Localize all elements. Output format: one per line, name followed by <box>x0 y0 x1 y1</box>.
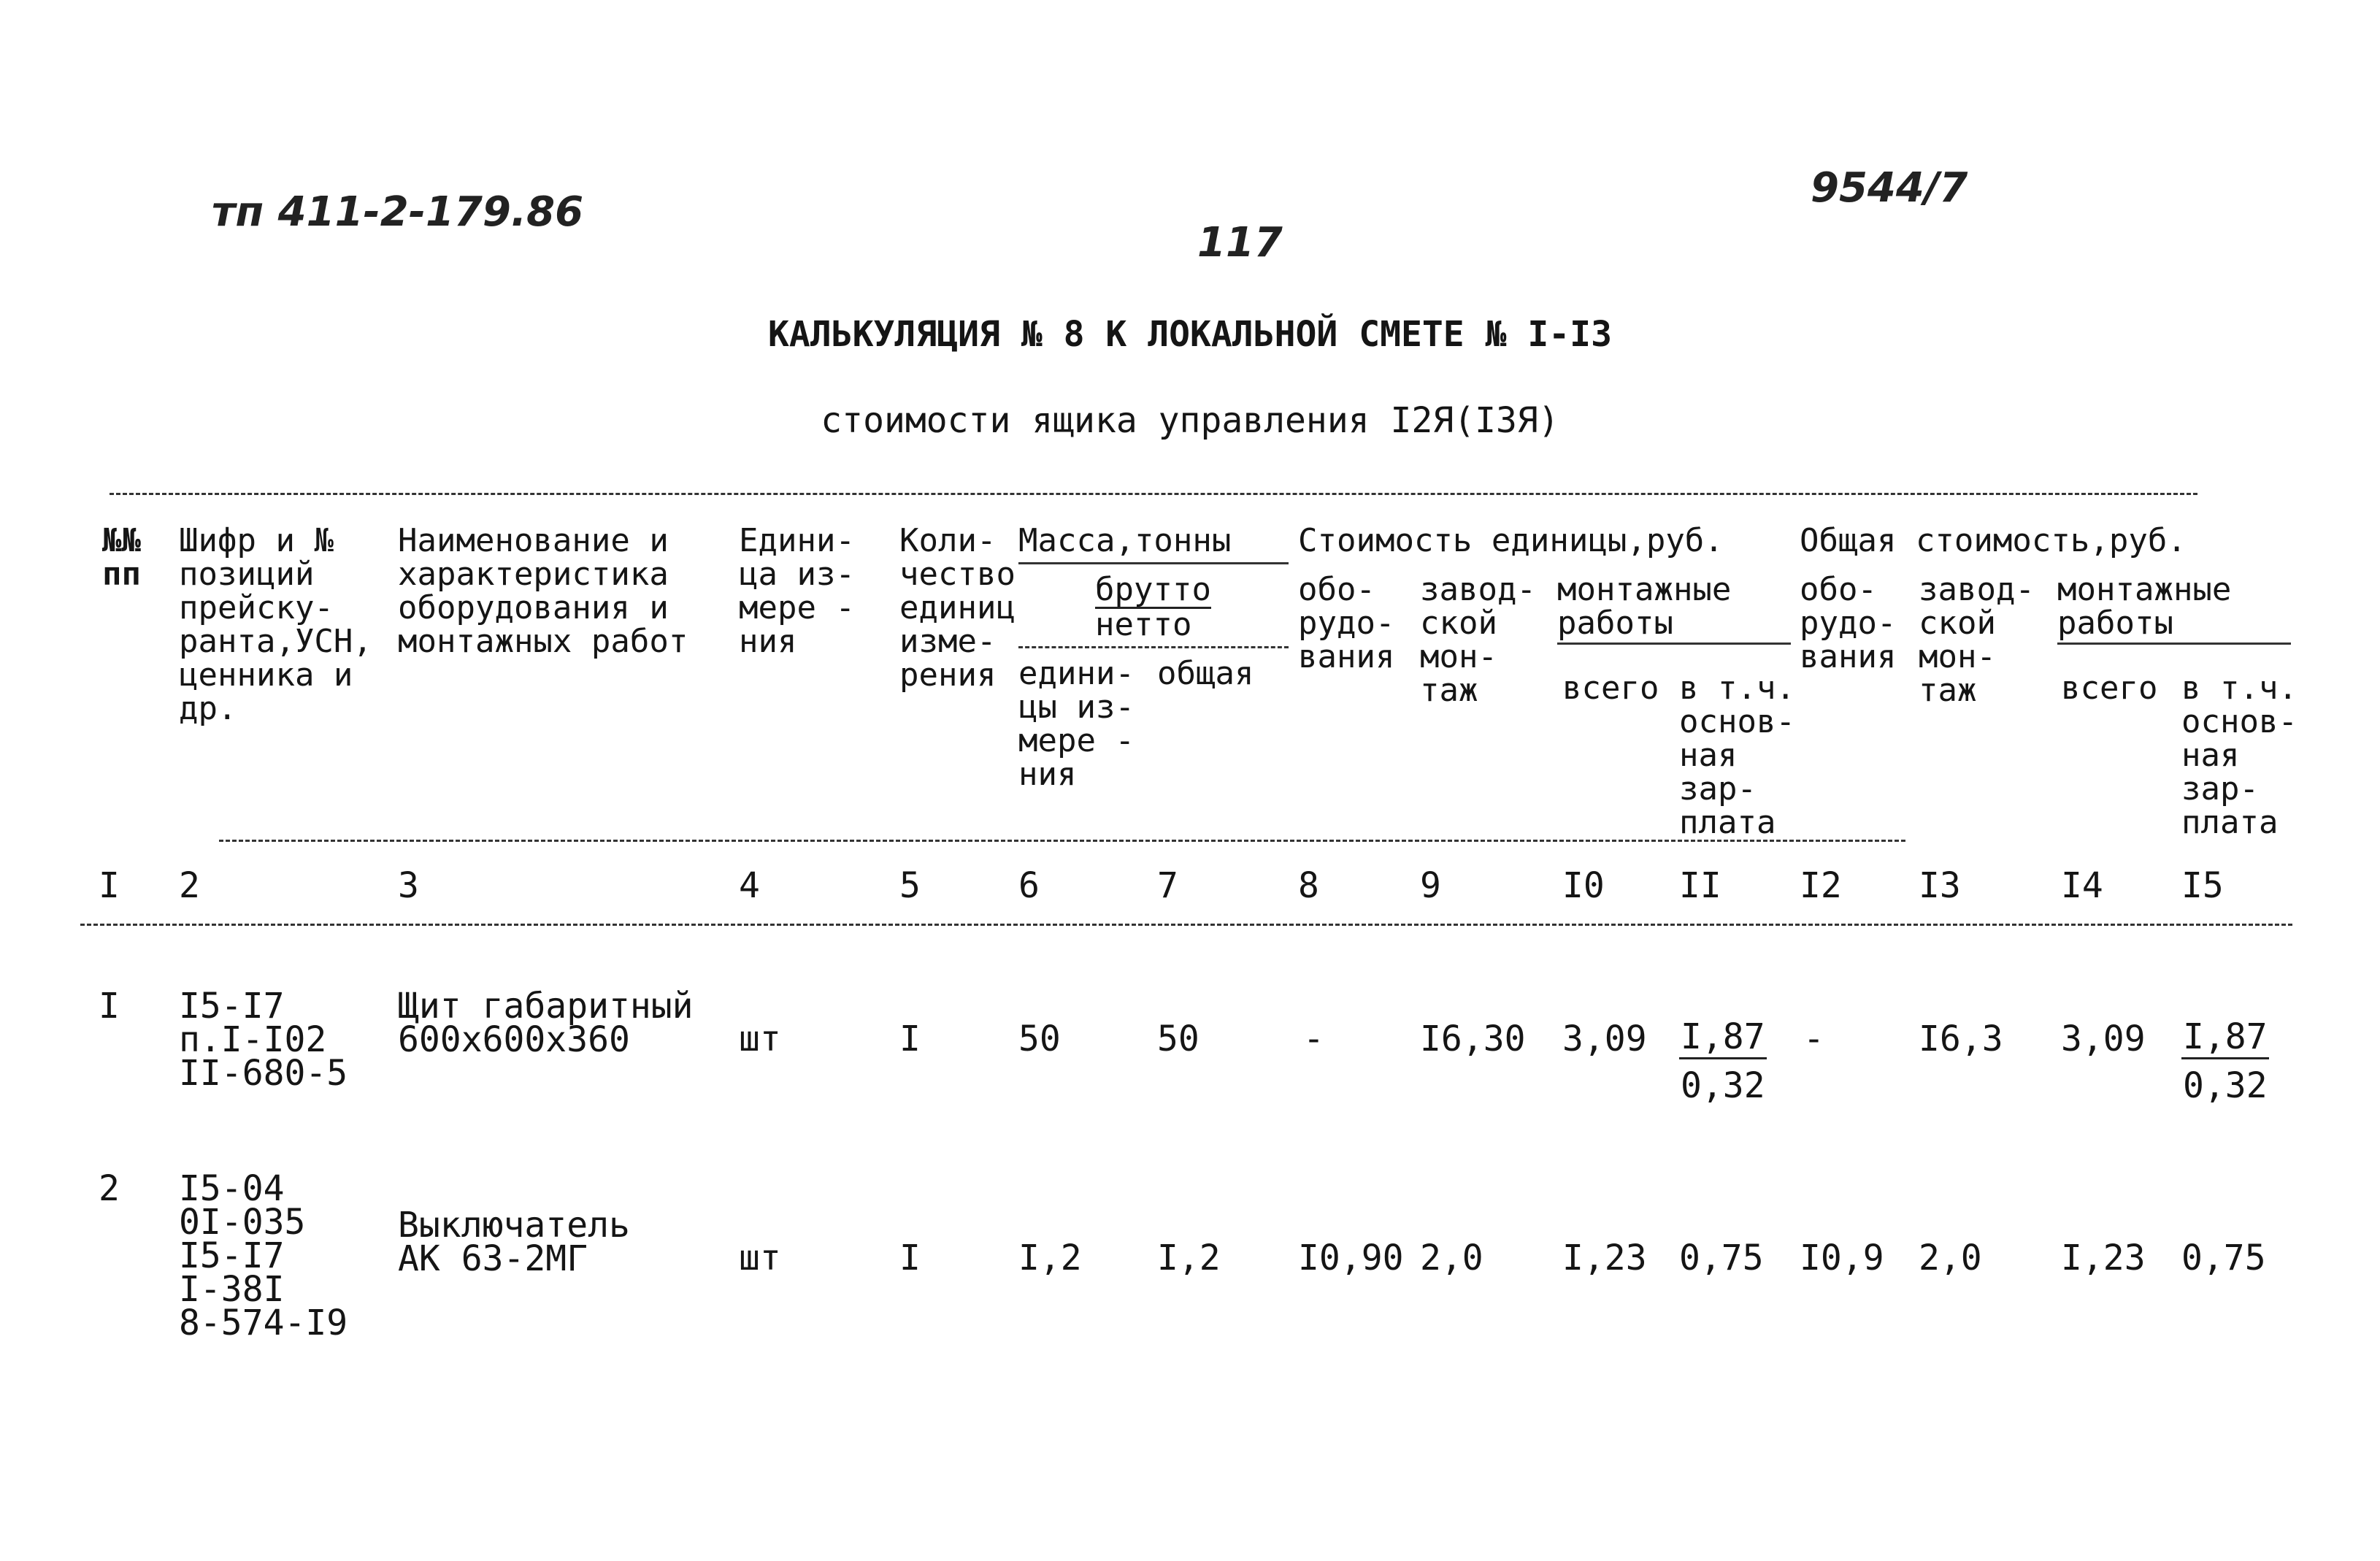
header-top-rule <box>110 493 2197 495</box>
header-unit-cost: Стоимость единицы,руб. <box>1298 522 1724 559</box>
header-col-quantity: Коли- чество единиц изме- рения <box>899 522 1016 694</box>
page-number: 117 <box>1197 219 1283 266</box>
header-col-name: Наименование и характеристика оборудования и монтажных работ <box>398 522 688 660</box>
column-number: 2 <box>179 865 200 906</box>
row-1-mount-total: 3,09 <box>1562 1019 1647 1059</box>
row-1-mount-wage-top: I,87 <box>1679 1016 1767 1059</box>
column-number: 8 <box>1298 865 1319 906</box>
row-1-number: I <box>99 986 120 1027</box>
column-number: I <box>99 865 120 906</box>
row-1-name: Щит габаритный 600х600х360 <box>398 986 694 1060</box>
header-total-cost: Общая стоимость,руб. <box>1800 522 2187 559</box>
column-number: 9 <box>1420 865 1441 906</box>
header-total-mount: монтажные работы <box>2057 571 2232 642</box>
row-2-mass-total: I,2 <box>1157 1238 1221 1278</box>
total-mount-rule <box>2057 643 2291 645</box>
row-1-mount-wage <box>1679 1016 1767 1106</box>
row-2-quantity: I <box>899 1238 921 1278</box>
header-mass-total: общая <box>1157 655 1254 692</box>
row-1-total-wage-top: I,87 <box>2181 1016 2269 1059</box>
row-2-total-wage: 0,75 <box>2181 1238 2266 1278</box>
column-number: I3 <box>1919 865 1961 906</box>
mass-rule <box>1018 562 1289 564</box>
column-number: 4 <box>739 865 760 906</box>
row-2-total-factory: 2,0 <box>1919 1238 1982 1278</box>
header-unit-equipment: обо- рудо- вания <box>1298 571 1395 675</box>
row-2-unit: шт <box>739 1238 781 1278</box>
row-1-mass-total: 50 <box>1157 1019 1199 1059</box>
header-netto: нетто <box>1095 606 1192 643</box>
row-2-code: I5-04 0I-035 I5-I7 I-38I 8-574-I9 <box>179 1168 348 1343</box>
row-2-equipment: I0,90 <box>1298 1238 1404 1278</box>
header-col-code: Шифр и № позиций прейску- ранта,УСН, ценника и др. <box>179 522 372 727</box>
row-2-mount-total: I,23 <box>1562 1238 1647 1278</box>
column-number: I5 <box>2181 865 2224 906</box>
row-1-total-factory: I6,3 <box>1919 1019 2003 1059</box>
row-2-name: Выключатель АК 63-2МГ <box>398 1205 630 1279</box>
column-number: 7 <box>1157 865 1178 906</box>
column-number: 3 <box>398 865 419 906</box>
header-mass: Масса,тонны <box>1018 522 1232 559</box>
header-unit-mount: монтажные работы <box>1557 571 1732 642</box>
header-mass-unit: едини- цы из- мере - ния <box>1018 655 1135 793</box>
header-total-factory: завод- ской мон- таж <box>1919 571 2035 709</box>
row-1-code: I5-I7 п.I-I02 II-680-5 <box>179 986 348 1094</box>
header-total-equipment: обо- рудо- вания <box>1800 571 1897 675</box>
row-2-total-mount: I,23 <box>2061 1238 2146 1278</box>
sheet-code: 9544/7 <box>1811 164 1968 212</box>
column-number: II <box>1679 865 1721 906</box>
column-number: I0 <box>1562 865 1605 906</box>
row-1-unit: шт <box>739 1019 781 1059</box>
row-1-total-wage <box>2181 1016 2269 1106</box>
column-number: 6 <box>1018 865 1040 906</box>
header-col-unit: Едини- ца из- мере - ния <box>739 522 855 660</box>
page-title: КАЛЬКУЛЯЦИЯ № 8 К ЛОКАЛЬНОЙ СМЕТЕ № I-I3 <box>768 314 1612 355</box>
row-2-number: 2 <box>99 1168 120 1209</box>
mass-sub-rule <box>1018 646 1289 648</box>
header-unit-mount-wage: в т.ч. основ- ная зар- плата <box>1679 670 1795 841</box>
row-1-equipment: - <box>1303 1019 1324 1059</box>
document-code: тп 411-2-179.86 <box>212 188 584 236</box>
header-col-number: №№ пп <box>102 522 141 593</box>
row-2-mount-wage: 0,75 <box>1679 1238 1764 1278</box>
row-1-total-wage-bottom: 0,32 <box>2183 1065 2268 1106</box>
row-2-total-equipment: I0,9 <box>1800 1238 1884 1278</box>
page-subtitle: стоимости ящика управления I2Я(I3Я) <box>821 400 1559 441</box>
row-1-quantity: I <box>899 1019 921 1059</box>
header-brutto: брутто <box>1095 571 1211 608</box>
column-numbers-rule <box>80 924 2292 926</box>
column-number: I2 <box>1800 865 1842 906</box>
row-2-mass-unit: I,2 <box>1018 1238 1082 1278</box>
header-bottom-rule <box>219 840 1905 842</box>
row-1-mount-wage-bottom: 0,32 <box>1681 1065 1765 1106</box>
column-number: I4 <box>2061 865 2103 906</box>
row-1-mass-unit: 50 <box>1018 1019 1061 1059</box>
row-2-factory: 2,0 <box>1420 1238 1483 1278</box>
unit-mount-rule <box>1557 643 1791 645</box>
column-number: 5 <box>899 865 921 906</box>
row-1-factory: I6,30 <box>1420 1019 1526 1059</box>
header-total-mount-wage: в т.ч. основ- ная зар- плата <box>2181 670 2298 841</box>
header-unit-mount-total: всего <box>1562 670 1659 707</box>
header-unit-factory: завод- ской мон- таж <box>1420 571 1536 709</box>
row-1-total-equipment: - <box>1803 1019 1824 1059</box>
row-1-total-mount: 3,09 <box>2061 1019 2146 1059</box>
header-total-mount-total: всего <box>2061 670 2158 707</box>
